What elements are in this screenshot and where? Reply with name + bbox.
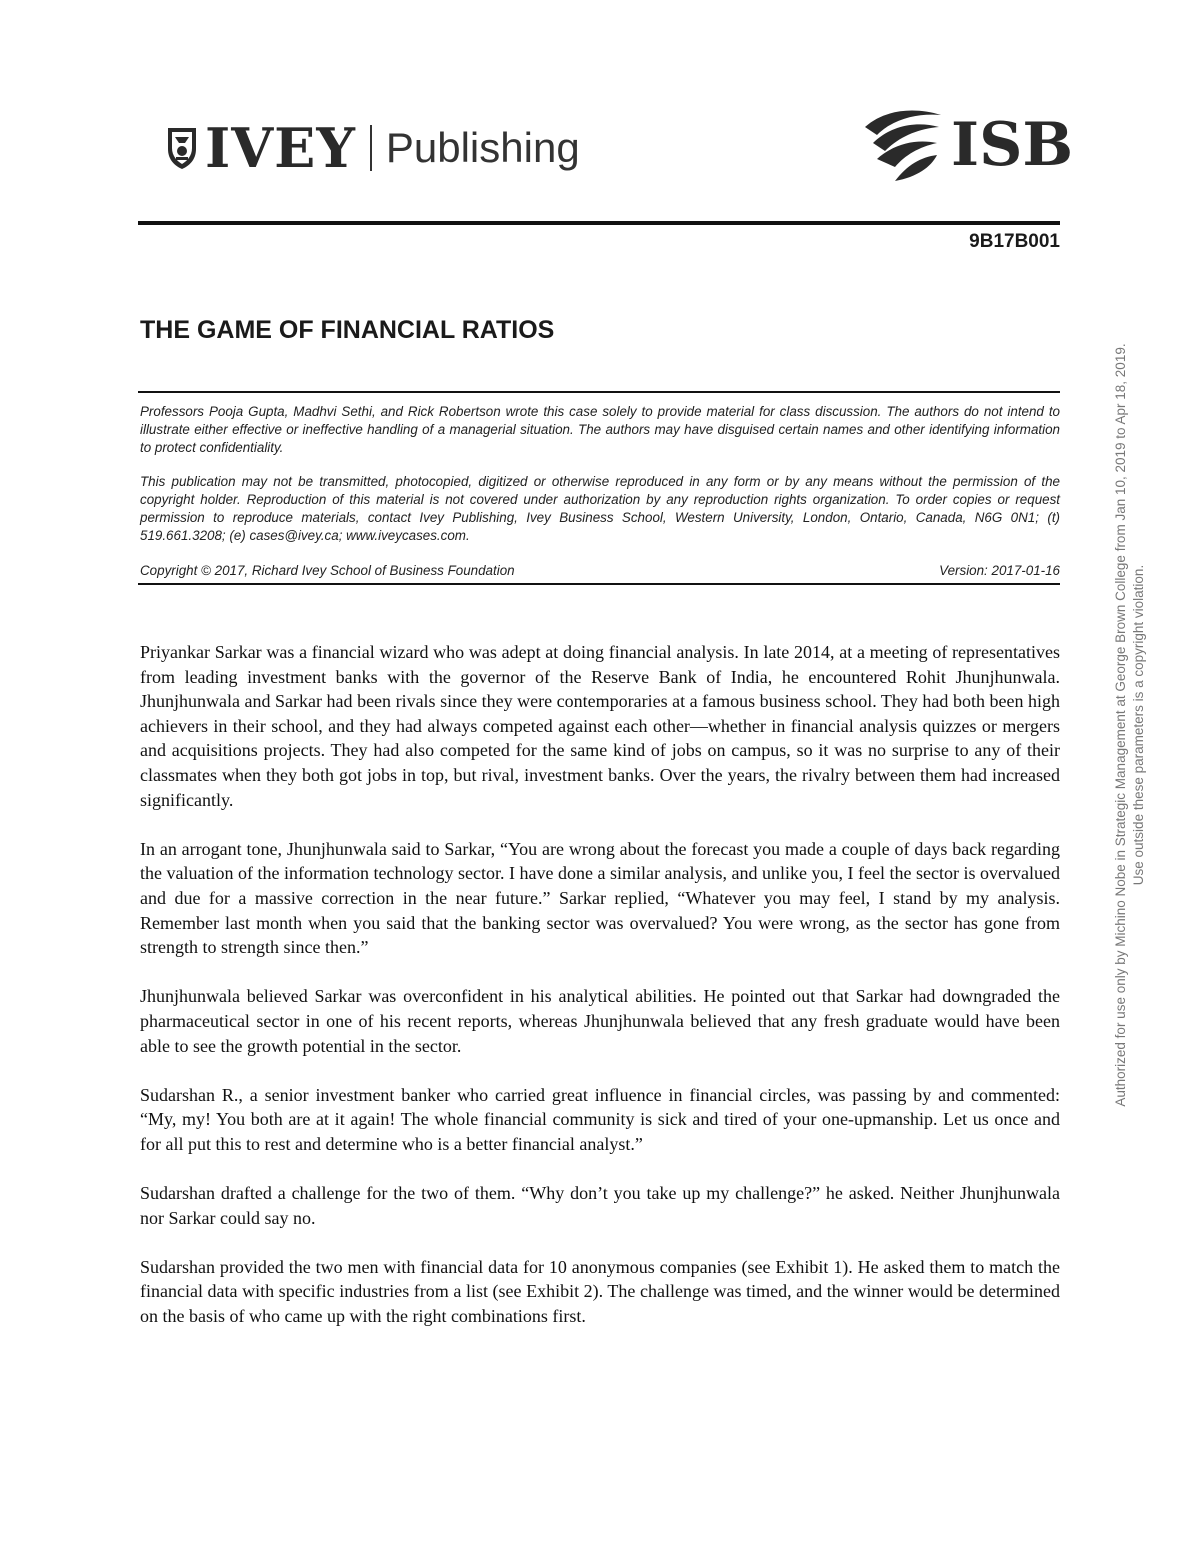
logo-separator [370,125,372,171]
body-paragraph: In an arrogant tone, Jhunjhunwala said to Sarkar, “You are wrong about the forecast you made a couple of days back regarding the valuation of the information technology sector. I have done a similar analysis, and unlike you, I feel the sector is overvalued and due for a massive correction in the near future.” Sarkar replied, “Whatever you may feel, I stand by my analysis. Remember last month when you said that the banking sector was overvalued? You were wrong, as the sector has gone from strength to strength since then.” [140,838,1060,958]
ivey-publishing-logo [165,118,580,178]
header-rule [138,221,1060,225]
isb-wordmark: ISB [951,110,1074,180]
notes-top-rule [138,391,1060,393]
watermark-line-2: Use outside these parameters is a copyright violation. [1131,564,1146,886]
watermark-line-1: Authorized for use only by Michino Nobe in Strategic Management at George Brown College from Jan 10, 2019 to Apr 18, 2019. [1113,343,1128,1107]
copyright-row [140,563,1060,578]
body-paragraph: Jhunjhunwala believed Sarkar was overconfident in his analytical abilities. He pointed out that Sarkar had downgraded the pharmaceutical sector in one of his recent reports, whereas Jhunjhunwala believed that any fresh graduate would have been able to see the growth potential in the sector. [140,986,1060,1056]
body-paragraph: Sudarshan drafted a challenge for the two of them. “Why don’t you take up my challenge?” he asked. Neither Jhunjhunwala nor Sarkar could say no. [140,1183,1060,1228]
body-paragraph: Sudarshan R., a senior investment banker who carried great influence in financial circles, was passing by and commented: “My, my! You both are at it again! The whole financial community is sick and tired of your one-upmanship. Let us once and for all put this to rest and determine who is a better financial analyst.” [140,1084,1060,1154]
ivey-crest-icon [165,125,199,171]
case-code: 9B17B001 [969,231,1060,252]
case-title: THE GAME OF FINANCIAL RATIOS [140,316,555,344]
authorization-watermark [1112,225,1148,1225]
version-text: Version: 2017-01-16 [939,563,1060,578]
publishing-wordmark: Publishing [385,124,580,171]
copyright-text: Copyright © 2017, Richard Ivey School of Business Foundation [140,563,515,578]
body-paragraph: Priyankar Sarkar was a financial wizard who was adept at doing financial analysis. In late 2014, at a meeting of representatives from leading investment banks with the governor of the Reserve Bank of India, he encountered Rohit Jhunjhunwala. Jhunjhunwala and Sarkar had been rivals since they were contemporaries at a famous business school. They had both been high achievers in their school, and they had always competed against each other—whether in financial analysis quizzes or mergers and acquisitions projects. They had also competed for the same kind of jobs on campus, so it was no surprise to any of their classmates when they both got jobs in top, but rival, investment banks. Over the years, the rivalry between them had increased significantly. [140,642,1060,810]
case-body [140,640,1060,1353]
authors-note: Professors Pooja Gupta, Madhvi Sethi, and Rick Robertson wrote this case solely to provide material for class discussion. The authors do not intend to illustrate either effective or ineffective handling of a managerial situation. The authors may have disguised certain names and other identifying information to protect confidentiality. [140,404,1060,455]
isb-logo [855,105,1073,185]
body-paragraph: Sudarshan provided the two men with financial data for 10 anonymous companies (see Exhibit 1). He asked them to match the financial data with specific industries from a list (see Exhibit 2). The challenge was timed, and the winner would be determined on the basis of who came up with the right combinations first. [140,1256,1060,1327]
isb-swoosh-icon [855,105,945,185]
notes-bottom-rule [138,583,1060,585]
ivey-wordmark: IVEY [205,116,356,180]
copyright-notice: This publication may not be transmitted, photocopied, digitized or otherwise reproduced in any form or by any means without the permission of the copyright holder. Reproduction of this material is not covered under authorization by any reproduction rights organization. To order copies or request permission to reproduce materials, contact Ivey Publishing, Ivey Business School, Western University, London, Ontario, Canada, N6G 0N1; (t) 519.661.3208; (e) cases@ivey.ca; www.iveycases.com. [140,474,1060,543]
